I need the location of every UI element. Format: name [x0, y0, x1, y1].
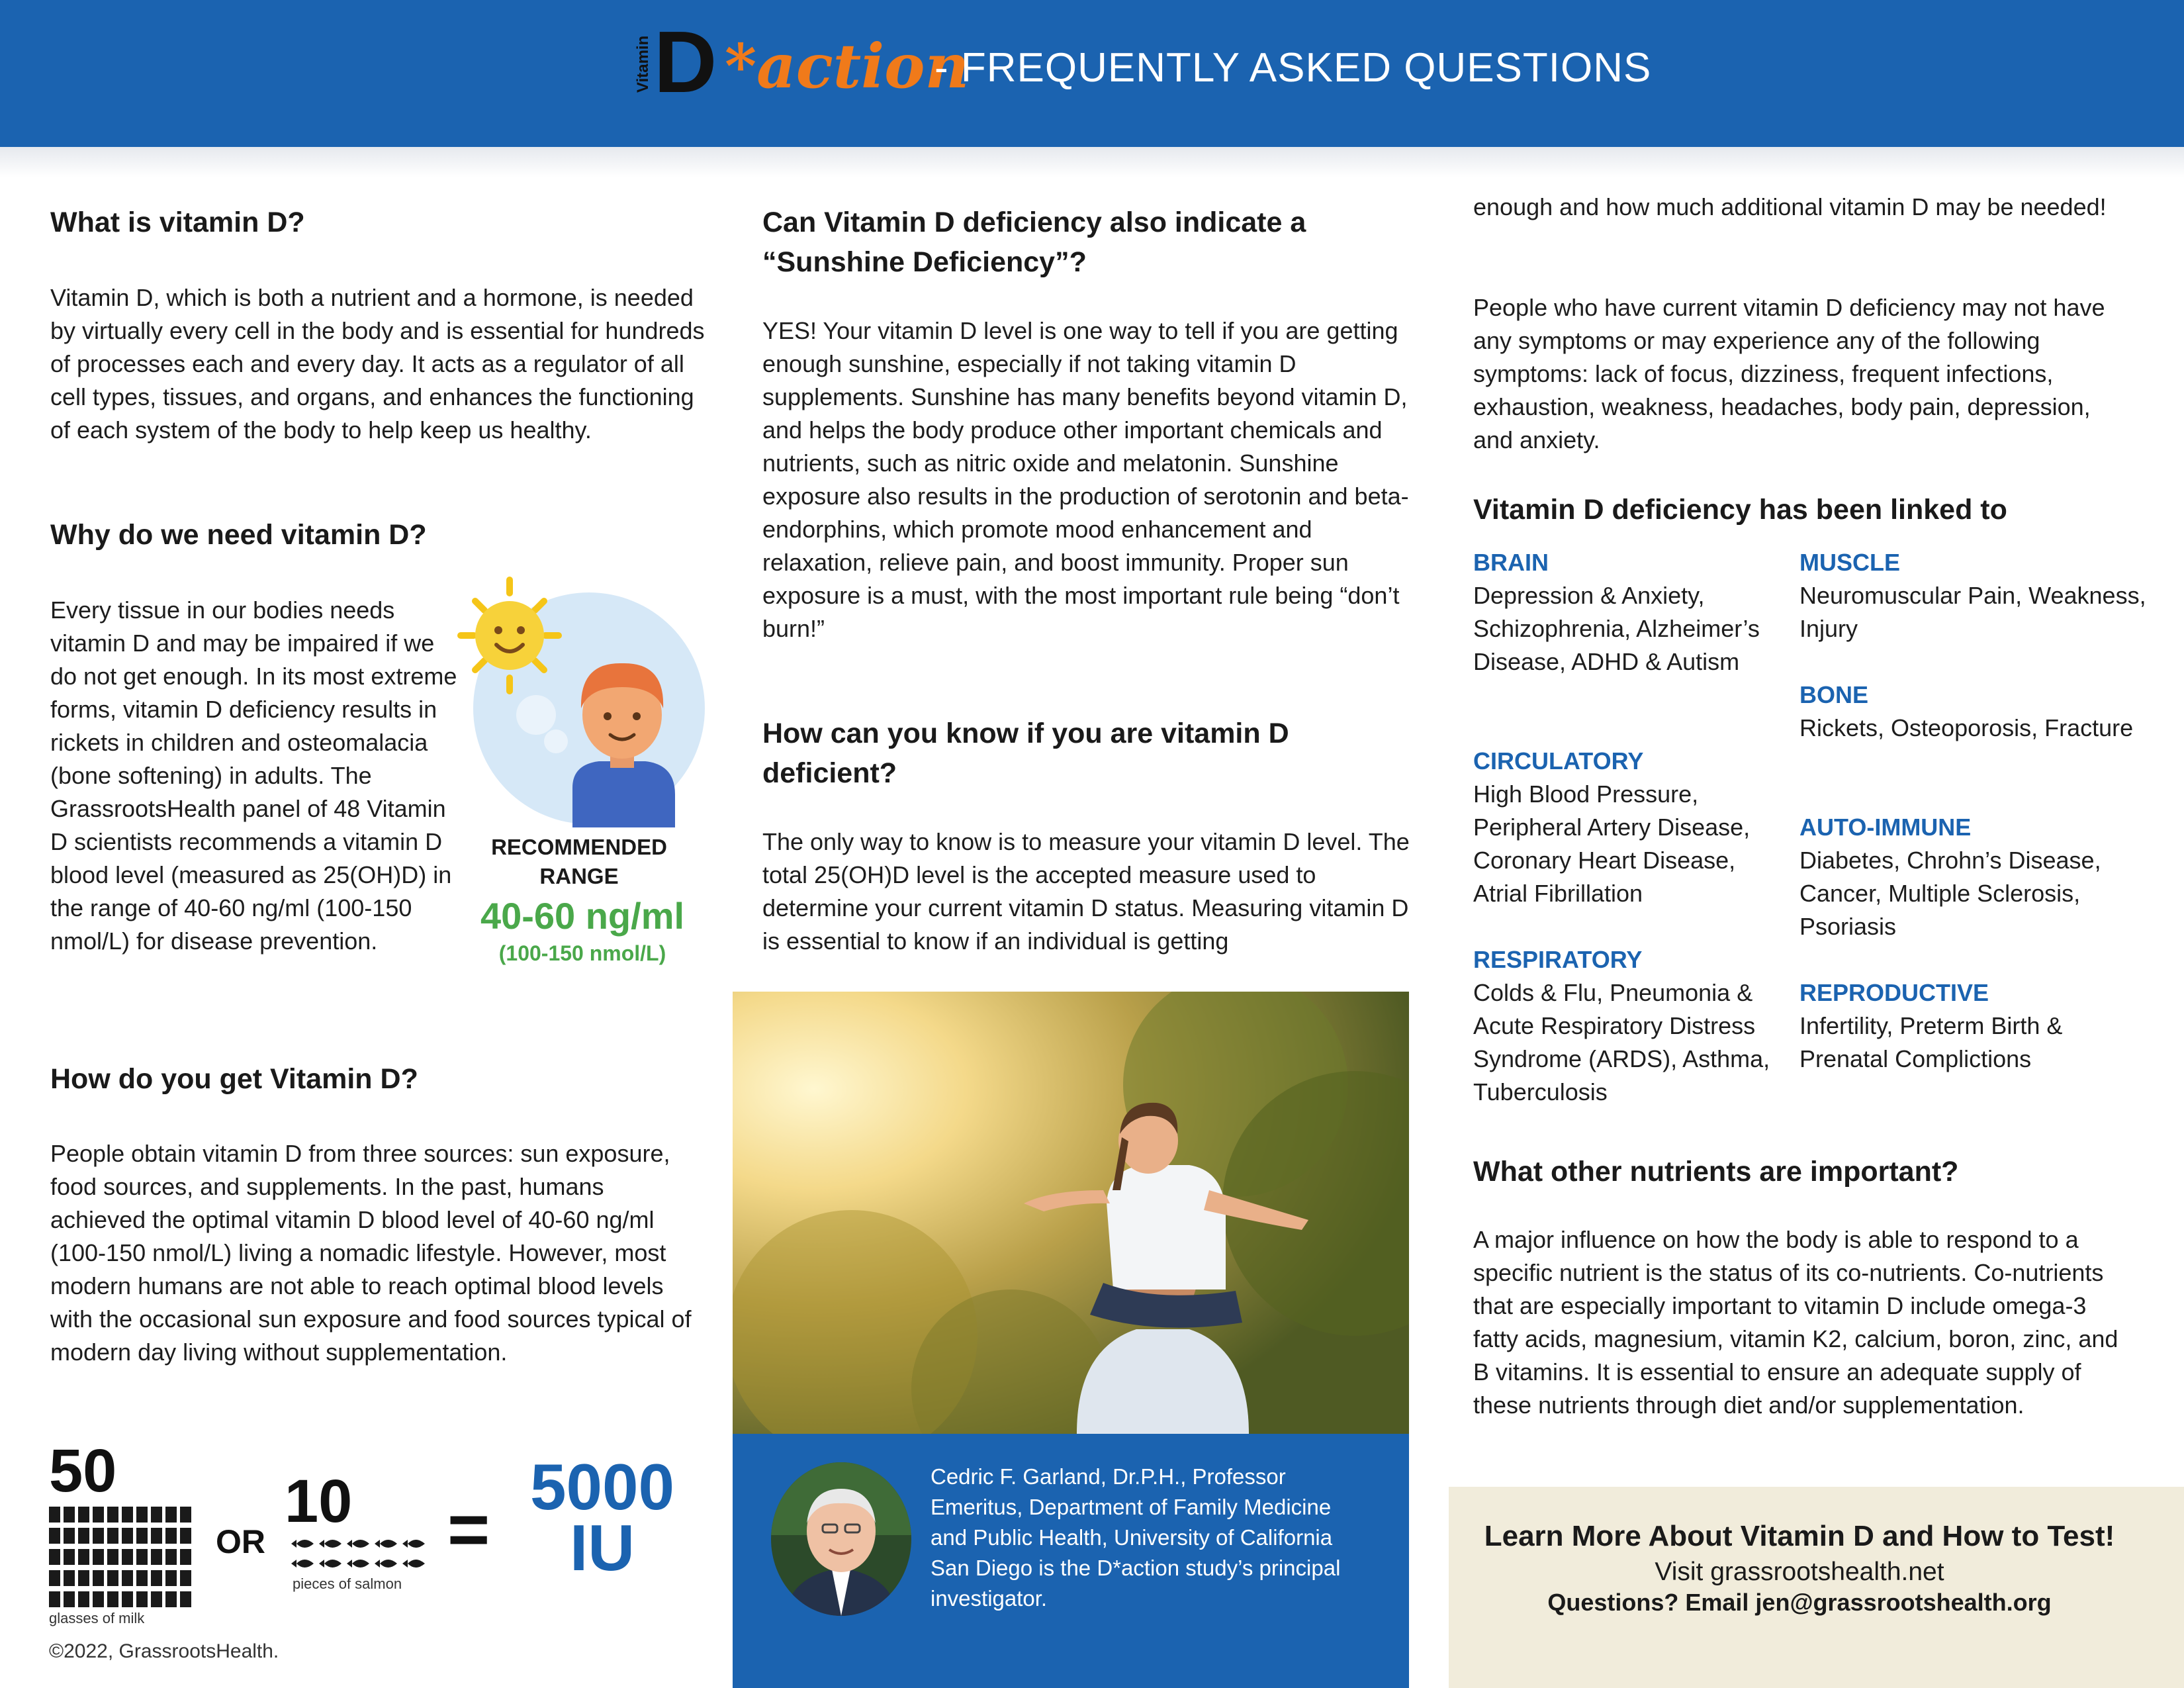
category-conditions: Infertility, Preterm Birth & Prenatal Complictions: [1799, 1012, 2063, 1072]
category-name: MUSCLE: [1799, 549, 1900, 576]
salmon-count: 10: [285, 1468, 353, 1535]
question-how-get-vitamin-d: How do you get Vitamin D?: [50, 1063, 418, 1095]
logo-vitamin-text: Vitamin: [634, 35, 652, 93]
category-circulatory: [1473, 745, 1791, 910]
category-auto-immune: [1799, 811, 2157, 943]
category-conditions: Depression & Anxiety, Schizophrenia, Alzheimer’s Disease, ADHD & Autism: [1473, 582, 1760, 675]
investigator-portrait: [771, 1462, 911, 1616]
linked-heading: Vitamin D deficiency has been linked to: [1473, 494, 2007, 526]
learn-more-title: Learn More About Vitamin D and How to Test!: [1484, 1520, 2115, 1552]
milk-label: glasses of milk: [49, 1610, 145, 1626]
category-conditions: Rickets, Osteoporosis, Fracture: [1799, 714, 2134, 741]
logo-action: *action: [725, 30, 970, 102]
family-outdoor-photo: [733, 992, 1409, 1434]
answer-how-get-vitamin-d: People obtain vitamin D from three sources: sun exposure, food sources, and supplements. In the past, humans achieved the optimal vitamin D blood level of 40-60 ng/ml (100-150 nmol/L) living a nomadic lifestyle. However, most modern humans are not able to reach optimal blood levels with the occasional sun exposure and food sources typical of modern day living without supplementation.: [50, 1140, 692, 1366]
category-conditions: Colds & Flu, Pneumonia & Acute Respiratory Distress Syndrome (ARDS), Asthma, Tuberculosis: [1473, 979, 1770, 1105]
answer-other-nutrients: A major influence on how the body is able to respond to a specific nutrient is the status of its co-nutrients. Co-nutrients that are especially important to vitamin D include omega-3 fatty acids, magnesium, vitamin K2, calcium, boron, zinc, and B vitamins. It is essential to ensure an adequate supply of these nutrients through diet and/or supplementation.: [1473, 1226, 2118, 1419]
recommended-range-label: RECOMMENDED RANGE: [491, 835, 667, 888]
category-name: REPRODUCTIVE: [1799, 979, 1989, 1006]
iu-total: [503, 1450, 702, 1584]
copyright: ©2022, GrassrootsHealth.: [49, 1640, 279, 1662]
answer-how-know-deficient: The only way to know is to measure your vitamin D level. The total 25(OH)D level is the accepted measure used to determine your current vitamin D status. Measuring vitamin D is essential to know if an individual is getting: [762, 828, 1410, 955]
equals-sign: =: [447, 1489, 490, 1570]
salmon-icon: [291, 1537, 430, 1575]
answer-what-is-vitamin-d: Vitamin D, which is both a nutrient and a hormone, is needed by virtually every cell in the body and is essential for hundreds of processes each and every day. It acts as a regulator of all cell types, tissues, and organs, and enhances the functioning of each system of the body to help keep us healthy.: [50, 284, 705, 444]
answer-how-know-continued: enough and how much additional vitamin D may be needed!: [1473, 193, 2107, 220]
iu-number: 5000: [529, 1450, 674, 1523]
category-name: BRAIN: [1473, 549, 1549, 576]
iu-unit: IU: [570, 1511, 635, 1584]
question-sunshine-deficiency: Can Vitamin D deficiency also indicate a “Sunshine Deficiency”?: [762, 207, 1306, 278]
category-name: RESPIRATORY: [1473, 946, 1643, 973]
category-muscle: [1799, 546, 2157, 645]
sun-person-illustration: [457, 576, 708, 827]
recommended-range-nmol: (100-150 nmol/L): [498, 941, 666, 965]
category-name: CIRCULATORY: [1473, 747, 1644, 774]
question-other-nutrients: What other nutrients are important?: [1473, 1156, 1959, 1188]
website-link[interactable]: Visit grassrootshealth.net: [1655, 1558, 1944, 1586]
page-title: - FREQUENTLY ASKED QUESTIONS: [934, 45, 1652, 91]
header-shadow: [0, 147, 2184, 177]
category-conditions: High Blood Pressure, Peripheral Artery Disease, Coronary Heart Disease, Atrial Fibrillation: [1473, 780, 1751, 907]
or-text: OR: [216, 1523, 265, 1560]
milk-count: 50: [49, 1437, 117, 1505]
category-brain: [1473, 546, 1791, 679]
investigator-bio: Cedric F. Garland, Dr.P.H., Professor Emeritus, Department of Family Medicine and Public Health, University of California San Diego is the D*action study’s principal investigator.: [931, 1464, 1341, 1611]
symptoms-text: People who have current vitamin D deficiency may not have any symptoms or may experience any of the following symptoms: lack of focus, dizziness, frequent infections, exhaustion, weakness, headaches, body pain, depression, and anxiety.: [1473, 294, 2105, 453]
answer-sunshine-deficiency: YES! Your vitamin D level is one way to tell if you are getting enough sunshine, especially if not taking vitamin D supplements. Sunshine has many benefits beyond vitamin D, and helps the body produce other important chemicals and nutrients, such as nitric oxide and melatonin. Sunshine exposure also results in the production of serotonin and beta- endorphins, which promote mood enhancement and relaxation, relieve pain, and boost immunity. Proper sun exposure is a must, with the most important rule being “don’t burn!”: [762, 317, 1409, 642]
category-name: BONE: [1799, 681, 1869, 708]
logo-d: D: [654, 13, 717, 111]
question-why-need-vitamin-d: Why do we need vitamin D?: [50, 519, 427, 551]
recommended-range-value: 40-60 ng/ml: [480, 895, 685, 937]
salmon-label: pieces of salmon: [293, 1575, 402, 1592]
question-how-know-deficient: How can you know if you are vitamin D deficient?: [762, 718, 1289, 789]
category-respiratory: [1473, 943, 1791, 1109]
category-conditions: Diabetes, Chrohn’s Disease, Cancer, Multiple Sclerosis, Psoriasis: [1799, 847, 2101, 940]
answer-why-need-vitamin-d: Every tissue in our bodies needs vitamin D and may be impaired if we do not get enough. In its most extreme forms, vitamin D deficiency results in rickets in children and osteomalacia (bone softening) in adults. The GrassrootsHealth panel of 48 Vitamin D scientists recommends a vitamin D blood level (measured as 25(OH)D) in the range of 40-60 ng/ml (100-150 nmol/L) for disease prevention.: [50, 596, 457, 955]
category-conditions: Neuromuscular Pain, Weakness, Injury: [1799, 582, 2146, 642]
milk-glasses-icon: [49, 1507, 201, 1614]
category-bone: [1799, 679, 2157, 745]
category-reproductive: [1799, 976, 2157, 1076]
category-name: AUTO-IMMUNE: [1799, 814, 1972, 841]
question-what-is-vitamin-d: What is vitamin D?: [50, 207, 305, 238]
contact-email[interactable]: Questions? Email jen@grassrootshealth.org: [1547, 1589, 2052, 1616]
